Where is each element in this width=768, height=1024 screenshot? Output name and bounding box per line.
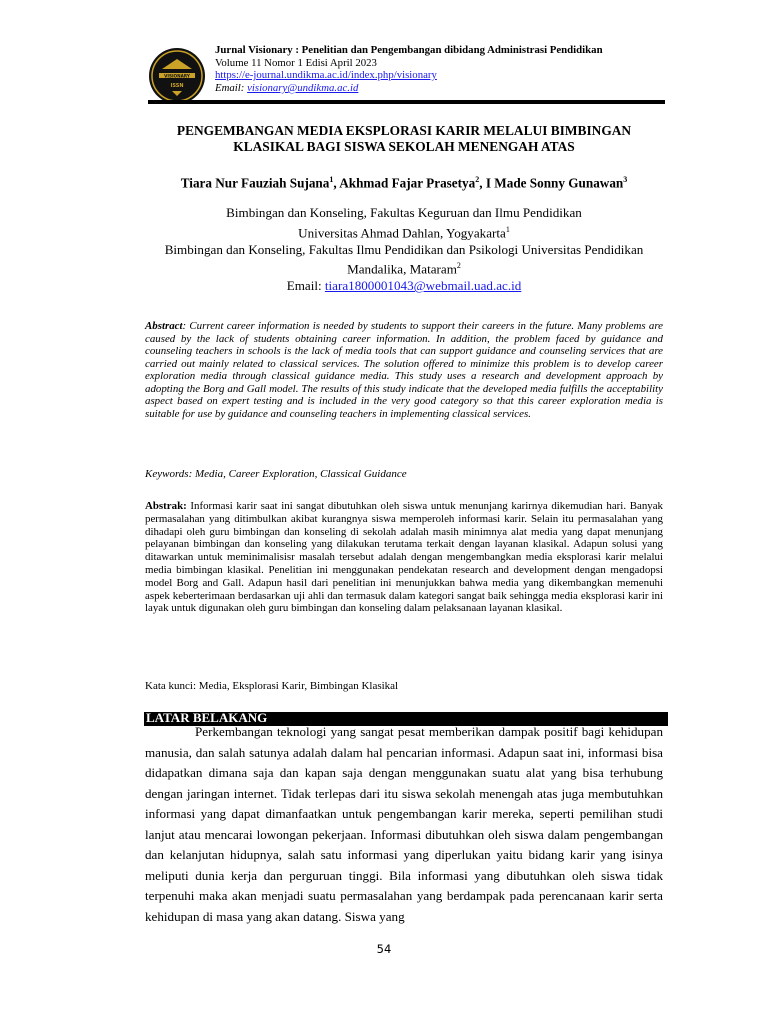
contact-email: Email: tiara1800001043@webmail.uad.ac.id [286,278,522,294]
keywords-english: Keywords: Media, Career Exploration, Classical Guidance [145,468,407,480]
journal-logo-icon [148,47,206,105]
affiliation-line-4: Mandalika, Mataram$^2$ [347,261,461,277]
affiliation-line-3: Bimbingan dan Konseling, Fakultas Ilmu Pendidikan dan Psikologi Universitas Pendidikan [164,241,644,257]
journal-volume: Volume 11 Nomor 1 Edisi April 2023 [215,56,377,69]
author-3-sup: 3 [623,175,628,184]
affiliation-line-2: Universitas Ahmad Dahlan, Yogyakarta$^1$ [298,224,510,240]
body-paragraph: Perkembangan teknologi yang sangat pesat memberikan dampak positif bagi kehidupan manusia, dan salah satunya adalah dalam hal pencarian informasi. Adapun saat ini, informasi bisa didapatkan dimana saja dan kapan saja dengan menggunakan suatu alat yang bisa terhubung dengan jaringan internet. Tidak terlepas dari itu siswa sekolah menengah atas juga membutuhkan informasi yang dapat dimanfaatkan untuk pengembangan karir mereka, seperti pemilihan studi lanjut atau mencarai lowongan pekerjaan. Informasi dibutuhkan oleh siswa dalam pengembangan dan kelanjutan hidupnya, salah satu informasi yang diperlukan yaitu bidang karir yang isinya meliputi dunia kerja dan perguruan tinggi. Bila informasi yang dibutuhkan oleh siswa tidak terpenuhi maka akan menjadi suatu permasalahan yang berdampak pada perencanaan karir serta kehidupan di masa yang akan datang. Siswa yang [145,724,663,924]
author-1: Tiara Nur Fauziah Sujana [180,175,330,191]
author-2: , Akhmad Fajar Prasetya [333,175,476,191]
journal-email-line [215,82,603,95]
section-heading: LATAR BELAKANG [146,710,268,725]
journal-email-label: Email: [215,81,248,94]
header-text [215,44,603,94]
page-number: 54 [376,942,392,956]
author-list [140,172,668,191]
author-2-sup: 2 [475,175,480,184]
abstract-english-label: Abstract [145,320,183,332]
abstract-english [145,320,663,420]
journal-title: Jurnal Visionary : Penelitian dan Pengembangan dibidang Administrasi Pendidikan [215,44,603,56]
journal-url-link[interactable]: https://e-journal.undikma.ac.id/index.php/visionary [215,69,437,82]
paper-title-line-2: KLASIKAL BAGI SISWA SEKOLAH MENENGAH ATAS [233,139,575,154]
author-3: , I Made Sonny Gunawan [479,175,624,191]
abstract-indonesian [145,500,663,615]
paper-title-line-1: PENGEMBANGAN MEDIA EKSPLORASI KARIR MELALUI BIMBINGAN [176,123,632,138]
abstract-indonesian-label: Abstrak: [145,500,187,512]
author-1-sup: 1 [329,175,334,184]
header-divider [148,100,665,104]
journal-email-link[interactable]: visionary@undikma.ac.id [247,81,359,94]
logo-text-top: VISIONARY [164,73,190,79]
abstract-indonesian-text: Informasi karir saat ini sangat dibutuhkan oleh siswa untuk menunjang karirnya dikemudian hari. Banyak permasalahan yang ditimbulkan akibat kurangnya siswa memperoleh informasi karir. Selain itu permasalahan yang dihadapi oleh guru bimbingan dan konseling di sekolah adalah masih minimnya alat media yang dapat menunjang pelayanan bimbingan dan konseling yang dilakukan terutama terkait dengan layanan klasikal. Adapun solusi yang ditawarkan untuk meminimalisisr masalah tersebut adalah dengan mengembangkan media eksplorasi karir melalui media bimbingan klasikal. Penelitian ini menggunakan pendekatan research and development dengan mengadopsi model Borg and Gall. Adapun hasil dari penelitian ini menunjukkan bahwa media yang dikembangkan memenuhi aspek keberterimaan berdasarkan uji ahli dan termasuk dalam kategori sangat baik sehingga media eksplorasi karir ini layak untuk digunakan oleh guru bimbingan dan konseling dalam pelaksanaan layanan klasikal. [145,500,663,615]
abstract-english-text: : Current career information is needed by students to support their careers in the future. Many problems are caused by the lack of students obtaining career information. In addition, the problem faced by guidance and counseling teachers in schools is the lack of media tools that can support guidance and counseling services that are carried out mainly related to classical services. The solution offered to minimize this problem is to develop career exploration media through classical guidance media. This study uses a research and development approach by adopting the Borg and Gall model. The results of this study indicate that the developed media fulfills the acceptability aspect based on expert testing and is included in the very good category so that this career exploration media is suitable for use by guidance and counseling teachers in implementing classical services. [145,320,663,420]
logo-text-bottom: ISSN [170,83,184,89]
contact-email-link[interactable]: tiara1800001043@webmail.uad.ac.id [324,278,522,294]
affiliations [140,205,668,295]
keywords-indonesian: Kata kunci: Media, Eksplorasi Karir, Bimbingan Klasikal [145,680,399,692]
affiliation-line-1: Bimbingan dan Konseling, Fakultas Keguruan dan Ilmu Pendidikan [226,205,582,220]
paper-title [140,123,668,155]
